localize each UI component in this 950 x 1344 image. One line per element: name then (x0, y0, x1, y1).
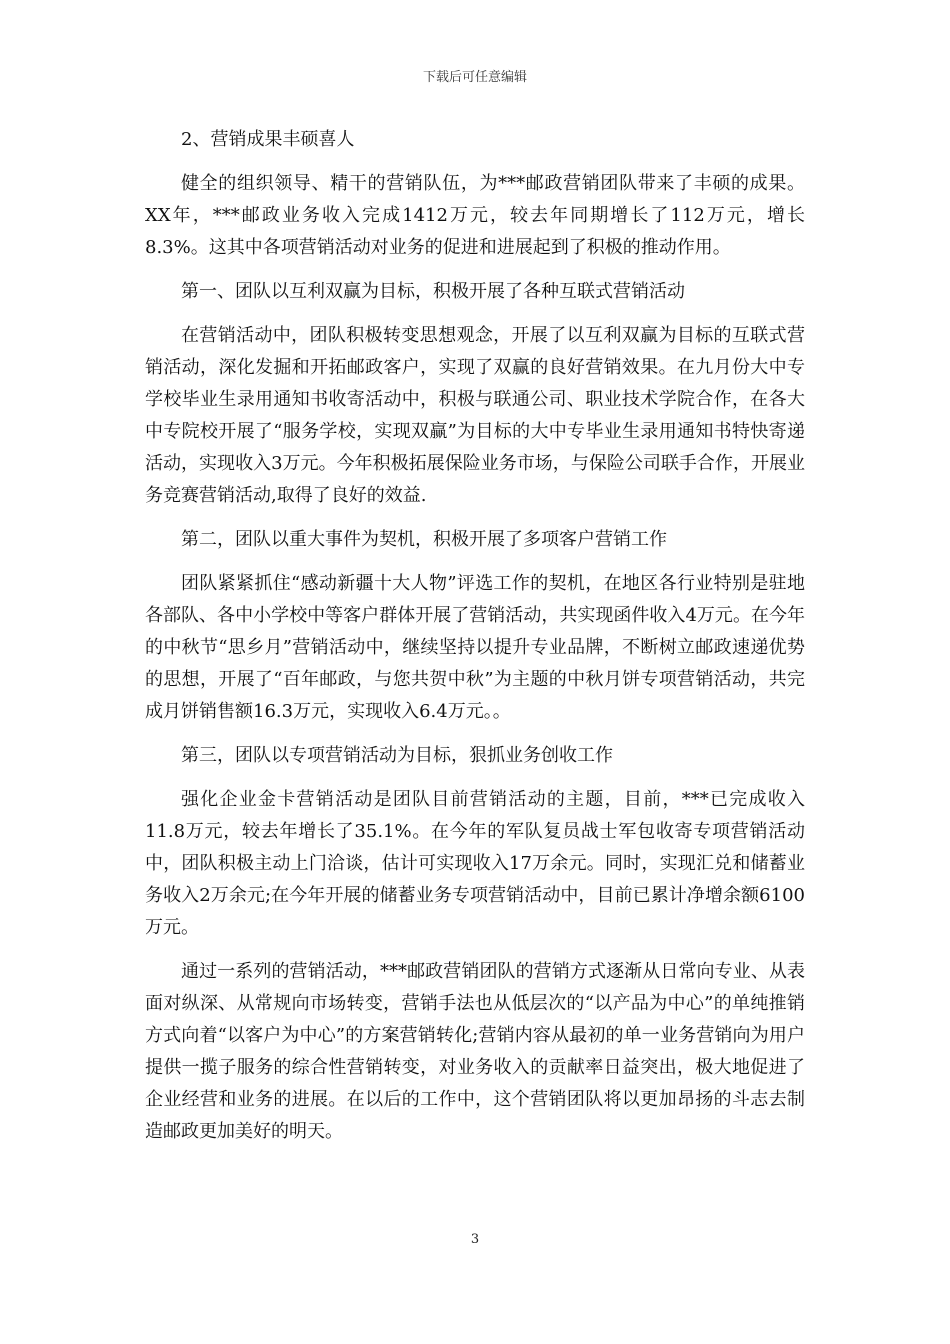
conclusion-paragraph: 通过一系列的营销活动，***邮政营销团队的营销方式逐渐从日常向专业、从表面对纵深、从常规向市场转变，营销手法也从低层次的“以产品为中心”的单纯推销方式向着“以客户为中心”的方案营销转化;营销内容从最初的单一业务营销向为用户提供一揽子服务的综合性营销转变，对业务收入的贡献率日益突出，极大地促进了企业经营和业务的进展。在以后的工作中，这个营销团队将以更加昂扬的斗志去制造邮政更加美好的明天。 (145, 961, 805, 1142)
point2-paragraph: 团队紧紧抓住“感动新疆十大人物”评选工作的契机，在地区各行业特别是驻地各部队、各中小学校中等客户群体开展了营销活动，共实现函件收入4万元。在今年的中秋节“思乡月”营销活动中，继续坚持以提升专业品牌，不断树立邮政速递优势的思想，开展了“百年邮政，与您共贺中秋”为主题的中秋月饼专项营销活动，共完成月饼销售额16.3万元，实现收入6.4万元。。 (145, 573, 805, 722)
point1-heading: 第一、团队以互利双赢为目标，积极开展了各种互联式营销活动 (181, 281, 685, 302)
page-header: 下载后可任意编辑 (422, 70, 527, 85)
page-number: 3 (470, 1232, 480, 1247)
document-body (145, 124, 805, 1160)
point3-heading: 第三，团队以专项营销活动为目标，狠抓业务创收工作 (181, 745, 613, 766)
intro-paragraph: 健全的组织领导、精干的营销队伍，为***邮政营销团队带来了丰硕的成果。XX年，***邮政业务收入完成1412万元，较去年同期增长了112万元，增长8.3%。这其中各项营销活动对业务的促进和进展起到了积极的推动作用。 (145, 173, 805, 258)
point2-heading: 第二，团队以重大事件为契机，积极开展了多项客户营销工作 (181, 529, 667, 550)
section-heading: 2、营销成果丰硕喜人 (181, 129, 355, 150)
point1-paragraph: 在营销活动中，团队积极转变思想观念，开展了以互利双赢为目标的互联式营销活动，深化发掘和开拓邮政客户，实现了双赢的良好营销效果。在九月份大中专学校毕业生录用通知书收寄活动中，积极与联通公司、职业技术学院合作，在各大中专院校开展了“服务学校，实现双赢”为目标的大中专毕业生录用通知书特快寄递活动，实现收入3万元。今年积极拓展保险业务市场，与保险公司联手合作，开展业务竞赛营销活动,取得了良好的效益. (145, 325, 805, 506)
point3-paragraph: 强化企业金卡营销活动是团队目前营销活动的主题，目前，***已完成收入11.8万元，较去年增长了35.1%。在今年的军队复员战士军包收寄专项营销活动中，团队积极主动上门洽谈，估计可实现收入17万余元。同时，实现汇兑和储蓄业务收入2万余元;在今年开展的储蓄业务专项营销活动中，目前已累计净增余额6100万元。 (145, 789, 805, 938)
